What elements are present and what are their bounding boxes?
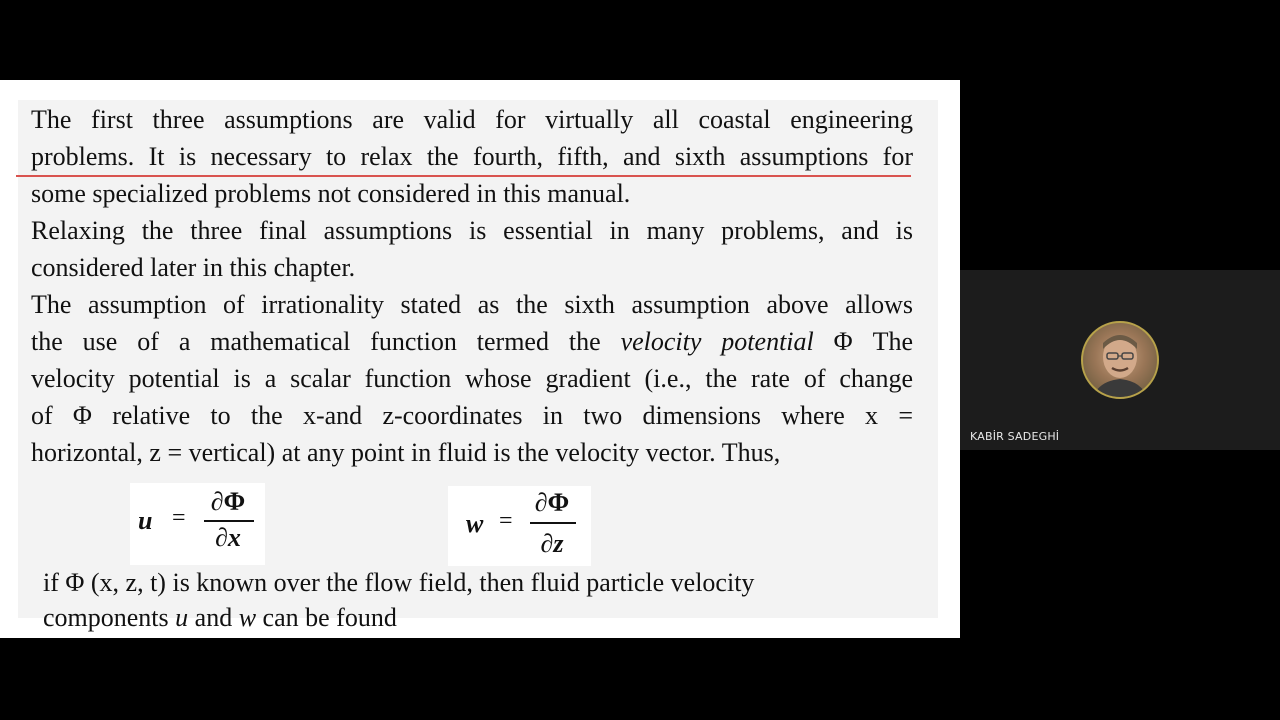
paragraph-2: [31, 212, 913, 286]
paragraph-3-line-5: horizontal, z = vertical) at any point in fluid is the velocity vector. Thus,: [31, 438, 781, 467]
paragraph-3-line-2: [31, 323, 913, 360]
paragraph-1-line-3: some specialized problems not considered in this manual.: [31, 179, 631, 208]
equation-w-fraction-bar: [530, 522, 576, 524]
paragraph-2-line-1: Relaxing the three final assumptions is essential in many problems, and is: [31, 216, 913, 245]
equation-w: [448, 486, 591, 566]
equation-u-equals: =: [172, 505, 186, 531]
equation-w-lhs: w: [466, 509, 484, 538]
paragraph-1-line-2: problems. It is necessary to relax the fourth, fifth, and sixth assumptions for: [31, 142, 913, 171]
w-symbol: w: [238, 603, 257, 632]
equation-w-equals: =: [499, 508, 513, 534]
equation-u: [130, 483, 265, 565]
participant-tile[interactable]: [960, 270, 1280, 450]
paragraph-3-line-4: of Φ relative to the x-and z-coordinates in two dimensions where x =: [31, 401, 913, 430]
line-2-post: Φ The: [833, 327, 913, 356]
paragraph-4-line-2: [43, 600, 923, 635]
slide: [18, 100, 938, 632]
face-icon: [1083, 323, 1157, 397]
red-underline: [16, 175, 911, 177]
u-symbol: u: [175, 603, 189, 632]
participant-name: KABİR SADEGHİ: [970, 430, 1060, 443]
equation-w-denominator: ∂z: [540, 529, 564, 558]
equation-u-lhs: u: [138, 506, 153, 535]
paragraph-3-line-1: The assumption of irrationality stated as the sixth assumption above allows: [31, 290, 913, 319]
paragraph-4-line-1: if Φ (x, z, t) is known over the flow field, then fluid particle velocity: [43, 568, 755, 597]
equation-u-denominator: ∂x: [215, 523, 241, 552]
shared-screen: [0, 80, 960, 638]
equation-w-numerator: ∂Φ: [534, 488, 570, 517]
line-2-post: can be found: [262, 603, 397, 632]
line-2-pre: components: [43, 603, 169, 632]
paragraph-1: [31, 101, 913, 212]
paragraph-1-line-1: The first three assumptions are valid for virtually all coastal engineering: [31, 105, 913, 134]
line-2-pre: the use of a mathematical function termed the: [31, 327, 601, 356]
paragraph-2-line-2: considered later in this chapter.: [31, 253, 356, 282]
paragraph-3-line-3: velocity potential is a scalar function whose gradient (i.e., the rate of change: [31, 364, 913, 393]
equation-u-fraction-bar: [204, 520, 254, 522]
and-word: and: [194, 603, 233, 632]
equation-u-numerator: ∂Φ: [210, 487, 246, 516]
velocity-potential-term: velocity potential: [620, 327, 814, 356]
paragraph-4: [43, 565, 923, 635]
paragraph-3: [31, 286, 913, 471]
participant-avatar: [1081, 321, 1159, 399]
